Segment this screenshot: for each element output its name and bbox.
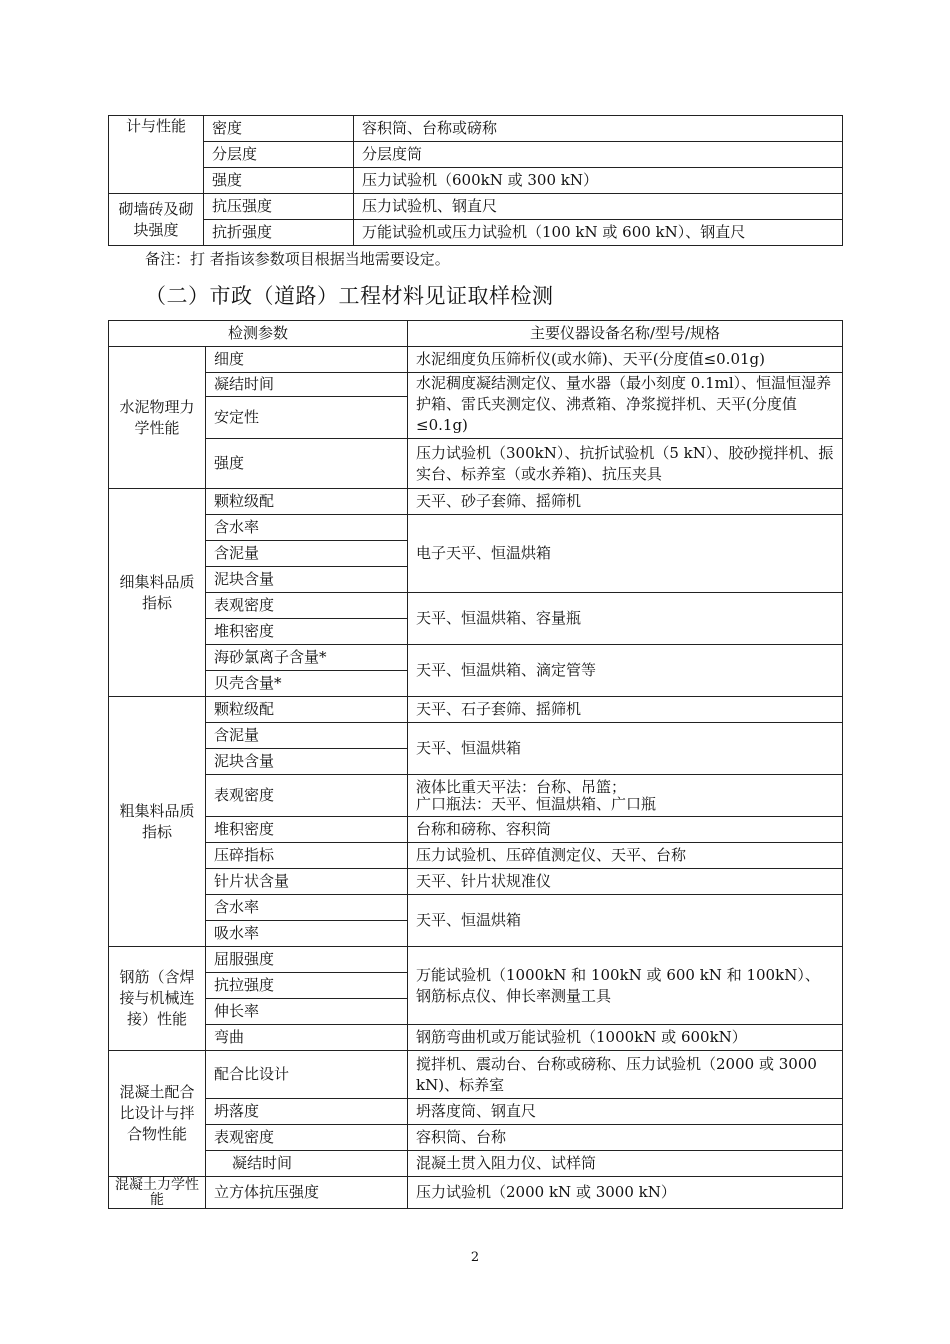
param-cell: 坍落度	[206, 1099, 408, 1125]
equip-cell: 天平、恒温烘箱	[408, 723, 843, 775]
equip-cell: 天平、石子套筛、摇筛机	[408, 697, 843, 723]
param-cell: 屈服强度	[206, 947, 408, 973]
param-cell: 抗折强度	[204, 220, 354, 246]
equip-cell: 天平、恒温烘箱、容量瓶	[408, 593, 843, 645]
param-cell: 抗压强度	[204, 194, 354, 220]
equip-cell: 压力试验机、钢直尺	[354, 194, 843, 220]
top-table	[108, 115, 843, 246]
table-note: 备注：打 者指该参数项目根据当地需要设定。	[145, 250, 450, 268]
param-cell: 表观密度	[206, 1125, 408, 1151]
equip-cell: 搅拌机、震动台、台称或磅称、压力试验机（2000 或 3000 kN)、标养室	[408, 1051, 843, 1099]
param-cell: 堆积密度	[206, 817, 408, 843]
param-cell: 立方体抗压强度	[206, 1177, 408, 1209]
main-table	[108, 320, 843, 1209]
equip-cell: 混凝土贯入阻力仪、试样筒	[408, 1151, 843, 1177]
param-cell: 强度	[206, 439, 408, 489]
param-cell: 凝结时间	[206, 373, 408, 397]
equip-cell: 容积筒、台称或磅称	[354, 116, 843, 142]
header-param: 检测参数	[109, 321, 408, 347]
param-cell: 海砂氯离子含量*	[206, 645, 408, 671]
page-number: 2	[470, 1250, 480, 1265]
group-label-concrete-mix: 混凝土配合比设计与拌合物性能	[109, 1051, 206, 1177]
equip-cell: 天平、恒温烘箱	[408, 895, 843, 947]
equip-line: 广口瓶法：天平、恒温烘箱、广口瓶	[416, 794, 657, 813]
param-cell: 针片状含量	[206, 869, 408, 895]
equip-cell: 水泥细度负压筛析仪(或水筛)、天平(分度值≤0.01g)	[408, 347, 843, 373]
equip-cell: 容积筒、台称	[408, 1125, 843, 1151]
equip-cell: 压力试验机（600kN 或 300 kN）	[354, 168, 843, 194]
param-cell: 分层度	[204, 142, 354, 168]
param-cell: 凝结时间	[206, 1151, 408, 1177]
param-cell: 表观密度	[206, 775, 408, 817]
equip-cell: 水泥稠度凝结测定仪、量水器（最小刻度 0.1ml）、恒温恒湿养护箱、雷氏夹测定仪、沸煮箱、净浆搅拌机、天平(分度值≤0.1g)	[408, 373, 843, 439]
param-cell: 颗粒级配	[206, 697, 408, 723]
param-cell: 表观密度	[206, 593, 408, 619]
equip-cell: 坍落度筒、钢直尺	[408, 1099, 843, 1125]
section-title: （二）市政（道路）工程材料见证取样检测	[145, 284, 554, 308]
group-label: 砌墙砖及砌块强度	[109, 194, 204, 246]
equip-cell: 压力试验机、压碎值测定仪、天平、台称	[408, 843, 843, 869]
param-cell: 强度	[204, 168, 354, 194]
group-label-concrete-strength: 混凝土力学性能	[109, 1177, 206, 1209]
param-cell: 含泥量	[206, 723, 408, 749]
equip-line: 液体比重天平法：台称、吊篮；	[416, 777, 627, 796]
equip-cell: 分层度筒	[354, 142, 843, 168]
param-cell: 含水率	[206, 515, 408, 541]
param-cell: 伸长率	[206, 999, 408, 1025]
equip-cell: 天平、砂子套筛、摇筛机	[408, 489, 843, 515]
param-cell: 密度	[204, 116, 354, 142]
param-cell: 安定性	[206, 397, 408, 439]
param-cell: 弯曲	[206, 1025, 408, 1051]
equip-cell	[408, 775, 843, 817]
equip-cell: 天平、恒温烘箱、滴定管等	[408, 645, 843, 697]
param-cell: 含水率	[206, 895, 408, 921]
equip-cell: 电子天平、恒温烘箱	[408, 515, 843, 593]
param-cell: 吸水率	[206, 921, 408, 947]
param-cell: 泥块含量	[206, 749, 408, 775]
group-label-cement: 水泥物理力学性能	[109, 347, 206, 489]
param-cell: 配合比设计	[206, 1051, 408, 1099]
param-cell: 颗粒级配	[206, 489, 408, 515]
equip-cell: 台称和磅称、容积筒	[408, 817, 843, 843]
param-cell: 压碎指标	[206, 843, 408, 869]
equip-cell: 天平、针片状规准仪	[408, 869, 843, 895]
equip-cell: 压力试验机（300kN）、抗折试验机（5 kN）、胶砂搅拌机、振实台、标养室（或水养箱)、抗压夹具	[408, 439, 843, 489]
equip-cell: 压力试验机（2000 kN 或 3000 kN）	[408, 1177, 843, 1209]
equip-cell: 万能试验机（1000kN 和 100kN 或 600 kN 和 100kN）、钢筋标点仪、伸长率测量工具	[408, 947, 843, 1025]
param-cell: 抗拉强度	[206, 973, 408, 999]
param-cell: 贝壳含量*	[206, 671, 408, 697]
param-cell: 泥块含量	[206, 567, 408, 593]
param-cell: 堆积密度	[206, 619, 408, 645]
header-equip: 主要仪器设备名称/型号/规格	[408, 321, 843, 347]
group-label-fine: 细集料品质指标	[109, 489, 206, 697]
param-cell: 含泥量	[206, 541, 408, 567]
group-label: 计与性能	[109, 116, 204, 194]
equip-cell: 钢筋弯曲机或万能试验机（1000kN 或 600kN）	[408, 1025, 843, 1051]
group-label-coarse: 粗集料品质指标	[109, 697, 206, 947]
param-cell: 细度	[206, 347, 408, 373]
group-label-steel: 钢筋（含焊接与机械连接）性能	[109, 947, 206, 1051]
equip-cell: 万能试验机或压力试验机（100 kN 或 600 kN）、钢直尺	[354, 220, 843, 246]
